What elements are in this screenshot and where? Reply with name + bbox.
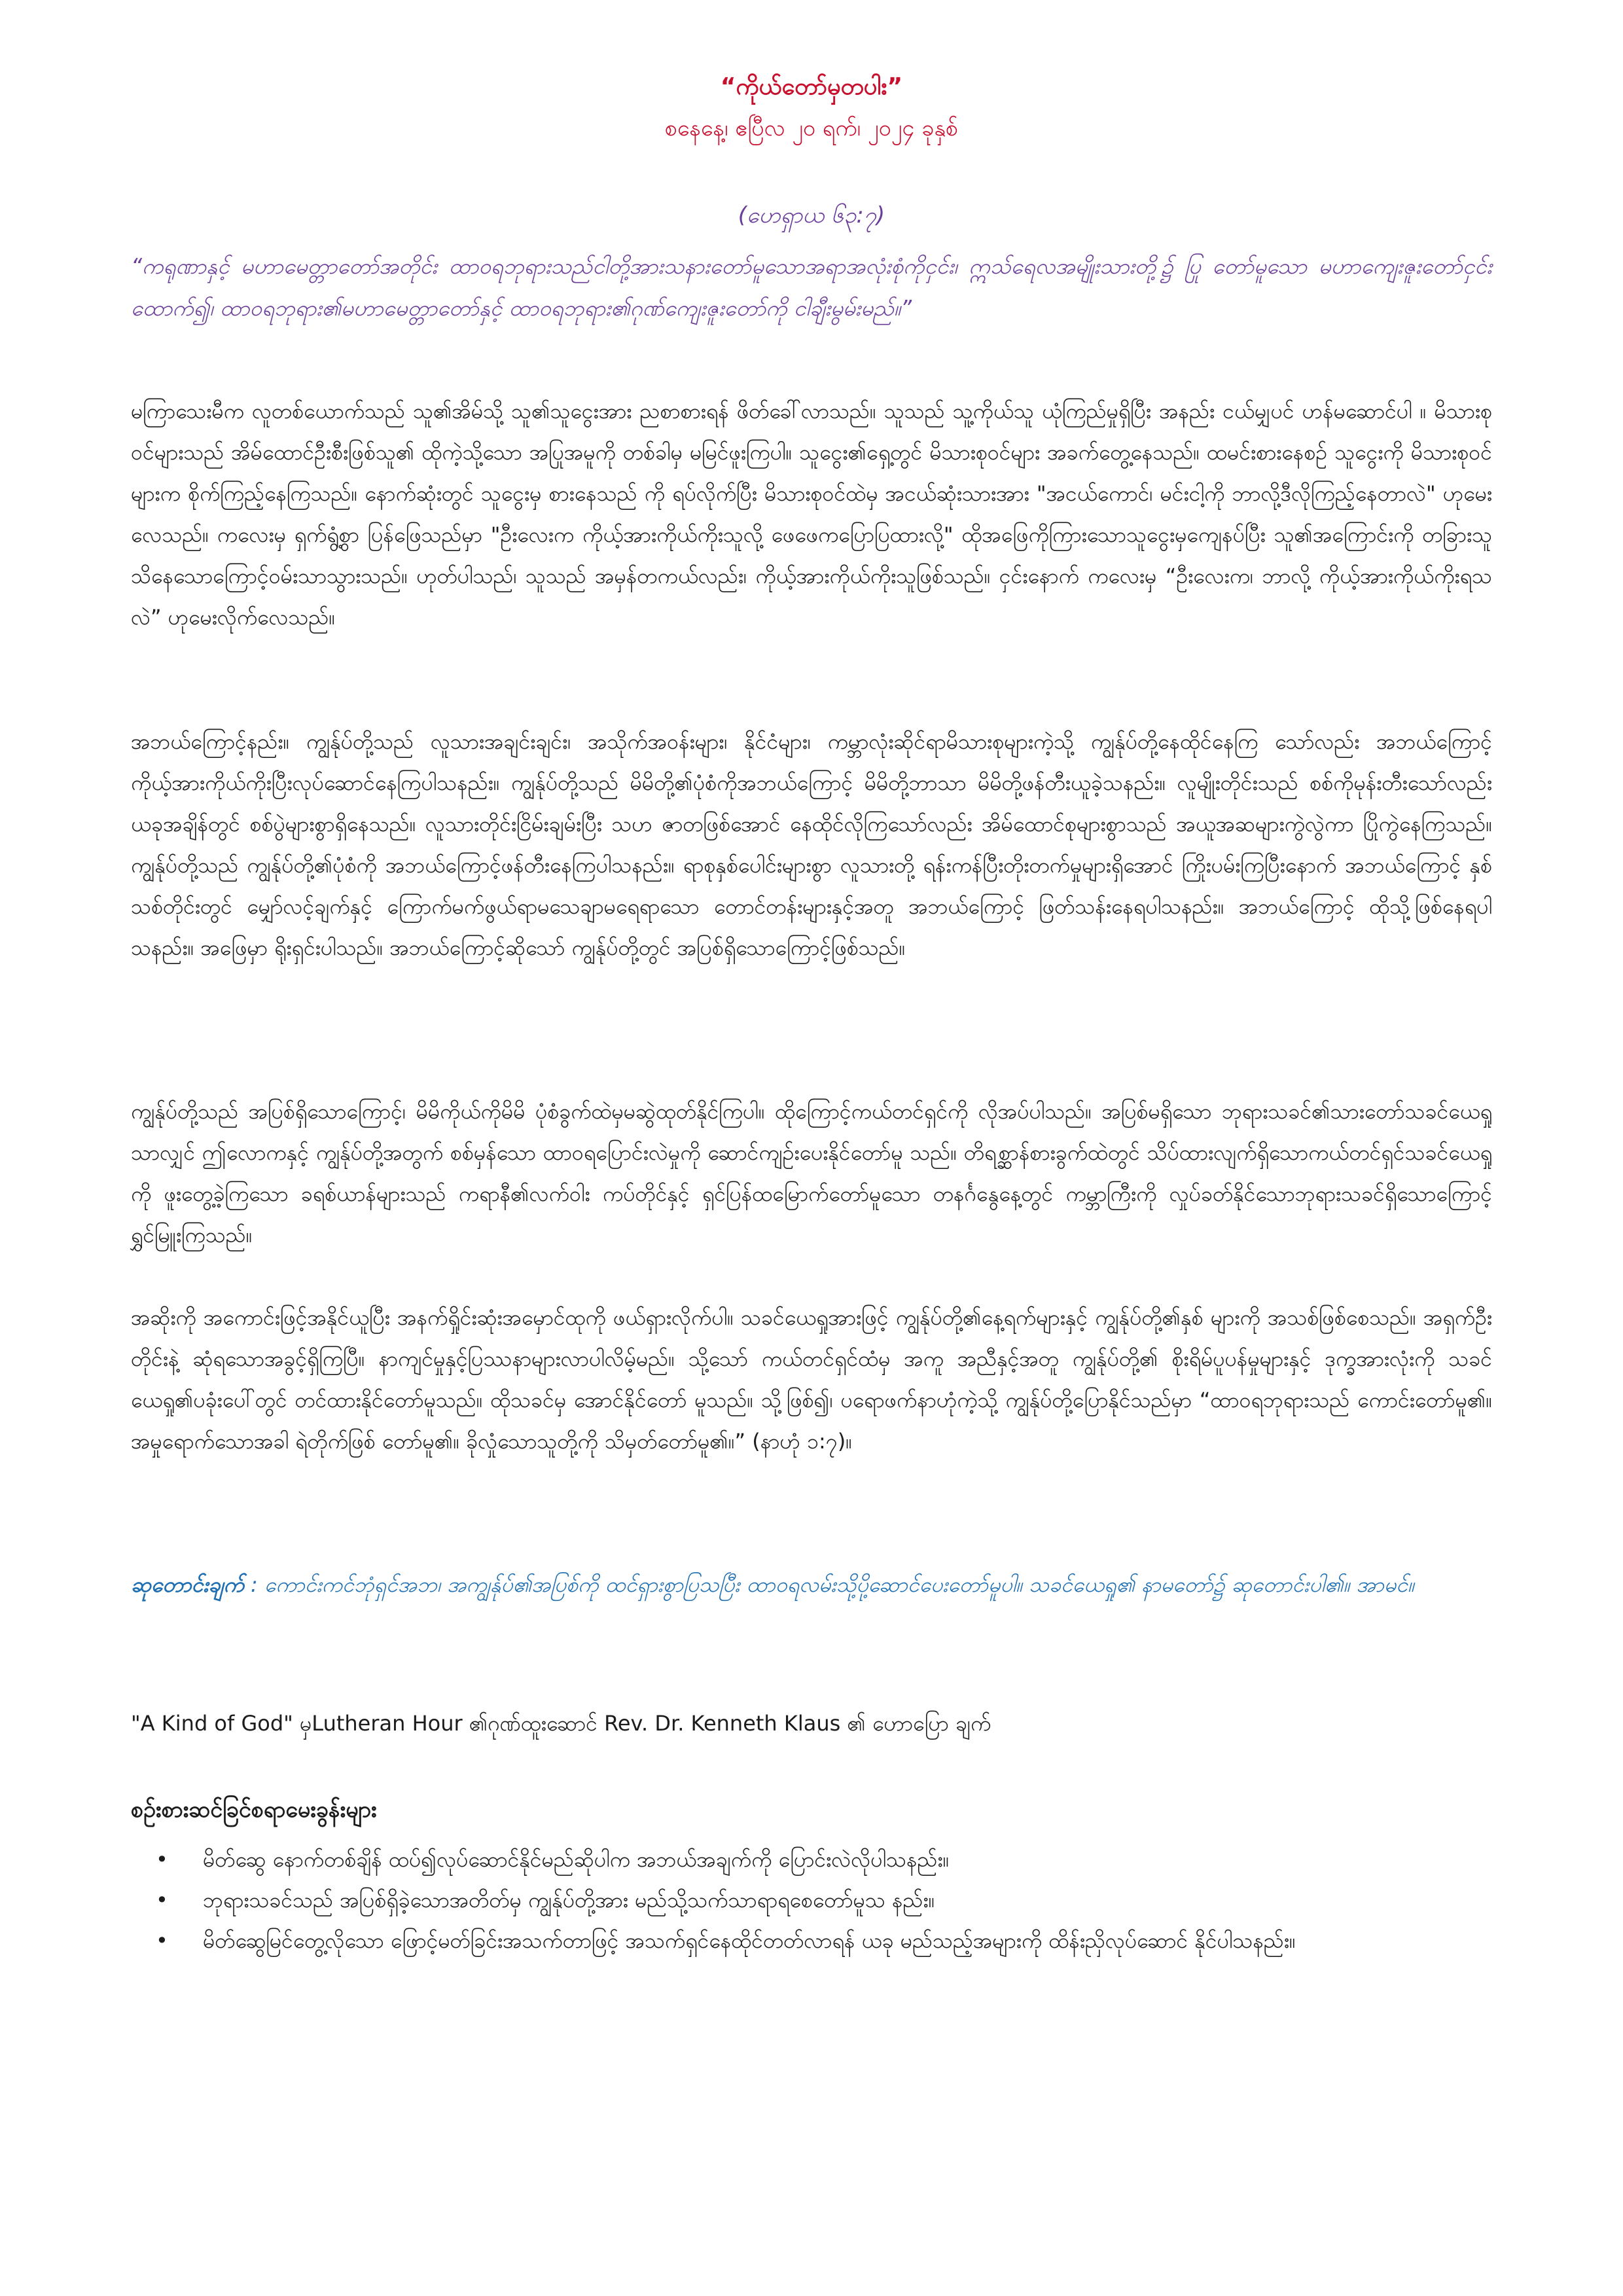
question-item — [131, 1880, 1492, 1920]
questions-heading: စဉ်းစားဆင်ခြင်စရာမေးခွန်းများ — [131, 1797, 377, 1823]
body-paragraph-2: အဘယ်ကြောင့်နည်း။ ကျွန်ုပ်တို့သည် လူသားအချင်းချင်း၊ အသိုက်အဝန်းများ၊ နိုင်ငံများ၊ ကမ္ဘာလုံးဆိုင်ရာမိသားစုများကဲ့သို့ ကျွန်ုပ်တို့နေထိုင်နေကြ သော်လည်း အဘယ်ကြောင့် ကိုယ့်အားကိုယ်ကိုးပြီးလုပ်ဆောင်နေကြပါသနည်း။ ကျွန်ုပ်တို့သည် မိမိတို့၏ပုံစံကိုအဘယ်ကြောင့် မိမိတို့ဘာသာ မိမိတို့ဖန်တီးယူခဲ့သနည်း။ လူမျိုးတိုင်းသည် စစ်ကိုမုန်းတီးသော်လည်း ယခုအချိန်တွင် စစ်ပွဲများစွာရှိနေသည်။ လူသားတိုင်းငြိမ်းချမ်းပြီး သဟ ဇာတဖြစ်အောင် နေထိုင်လိုကြသော်လည်း အိမ်ထောင်စုများစွာသည် အယူအဆများကွဲလွဲကာ ပြိုကွဲနေကြသည်။ ကျွန်ုပ်တို့သည် ကျွန်ုပ်တို့၏ပုံစံကို အဘယ်ကြောင့်ဖန်တီးနေကြပါသနည်း။ ရာစုနှစ်ပေါင်းများစွာ လူသားတို့ ရန်းကန်ပြီးတိုးတက်မှုများရှိအောင် ကြိုးပမ်းကြပြီးနောက် အဘယ်ကြောင့် နှစ်သစ်တိုင်းတွင် မျှော်လင့်ချက်နှင့် ကြောက်မက်ဖွယ်ရာမသေချာမရေရာသော တောင်တန်းများနှင့်အတူ အဘယ်ကြောင့် ဖြတ်သန်းနေရပါသနည်း။ အဘယ်ကြောင့် ထိုသို့ဖြစ်နေရပါသနည်း။ အဖြေမှာ ရိုးရှင်းပါသည်။ အဘယ်ကြောင့်ဆိုသော် ကျွန်ုပ်တို့တွင် အပြစ်ရှိသောကြောင့်ဖြစ်သည်။ — [131, 729, 1492, 960]
scripture-reference: (ဟေရှာယ ၆၃:၇) — [738, 202, 885, 228]
questions-list — [131, 1839, 1492, 1961]
bullet-icon: • — [156, 1888, 168, 1912]
prayer-text: ကောင်းကင်ဘုံရှင်အဘ၊ အကျွန်ုပ်၏အပြစ်ကို ထင်ရှားစွာပြသပြီး ထာဝရလမ်းသို့ပို့ဆောင်ပေးတော်မူပါ။ သခင်ယေရှု၏ နာမတော်၌ ဆုတောင်းပါ၏။ အာမင်။ — [264, 1572, 1414, 1597]
bullet-icon: • — [156, 1847, 168, 1872]
question-text: မိတ်ဆွေ နောက်တစ်ချိန် ထပ်၍လုပ်ဆောင်နိုင်မည်ဆိုပါက အဘယ်အချက်ကို ပြောင်းလဲလိုပါသနည်း။ — [203, 1847, 950, 1872]
prayer-label: ဆုတောင်းချက် — [131, 1572, 244, 1597]
body-paragraph-4: အဆိုးကို အကောင်းဖြင့်အနိုင်ယူပြီး အနက်ရှိုင်းဆုံးအမှောင်ထုကို ဖယ်ရှားလိုက်ပါ။ သခင်ယေရှုအားဖြင့် ကျွန်ုပ်တို့၏နေ့ရက်များနှင့် ကျွန်ုပ်တို့၏နှစ် များကို အသစ်ဖြစ်စေသည်။ အရှက်ဦးတိုင်းနဲ့ ဆုံရသောအခွင့်ရှိကြပြီ။ နာကျင်မှုနှင့်ပြဿနာများလာပါလိမ့်မည်။ သို့သော် ကယ်တင်ရှင်ထံမှ အကူ အညီနှင့်အတူ ကျွန်ုပ်တို့၏ စိုးရိမ်ပူပန်မှုများနှင့် ဒုက္ခအားလုံးကို သခင်ယေရှု၏ပခုံးပေါ်တွင် တင်ထားနိုင်တော်မူသည်။ ထိုသခင်မှ အောင်နိုင်တော် မူသည်။ သို့ဖြစ်၍၊ ပရောဖက်နာဟုံကဲ့သို့ ကျွန်ုပ်တို့ပြောနိုင်သည်မှာ “ထာဝရဘုရားသည် ကောင်းတော်မူ၏။ အမှုရောက်သောအခါ ရဲတိုက်ဖြစ် တော်မူ၏။ ခိုလှုံသောသူတို့ကို သိမှတ်တော်မူ၏။” (နာဟုံ ၁:၇)။ — [131, 1305, 1492, 1454]
question-item — [131, 1839, 1492, 1880]
prayer-block — [131, 1564, 1492, 1605]
question-text: မိတ်ဆွေမြင်တွေ့လိုသော ဖြောင့်မတ်ခြင်းအသက်တာဖြင့် အသက်ရှင်နေထိုင်တတ်လာရန် ယခု မည်သည့်အများကို ထိန်းညှိလုပ်ဆောင် နိုင်ပါသနည်း။ — [203, 1928, 1296, 1953]
question-item — [131, 1920, 1492, 1961]
body-paragraph-3: ကျွန်ုပ်တို့သည် အပြစ်ရှိသောကြောင့်၊ မိမိကိုယ်ကိုမိမိ ပုံစံခွက်ထဲမှမဆွဲထုတ်နိုင်ကြပါ။ ထိုကြောင့်ကယ်တင်ရှင်ကို လိုအပ်ပါသည်။ အပြစ်မရှိသော ဘုရားသခင်၏သားတော်သခင်ယေရှုသာလျှင် ဤလောကနှင့် ကျွန်ုပ်တို့အတွက် စစ်မှန်သော ထာဝရပြောင်းလဲမှုကို ဆောင်ကျဉ်းပေးနိုင်တော်မူ သည်။ တိရစ္ဆာန်စားခွက်ထဲတွင် သိပ်ထားလျက်ရှိသောကယ်တင်ရှင်သခင်ယေရှုကို ဖူးတွေ့ခဲ့ကြသော ခရစ်ယာန်များသည် ကရာနီ၏လက်ဝါး ကပ်တိုင်နှင့် ရှင်ပြန်ထမြောက်တော်မူသော တနင်္ဂနွေနေ့တွင် ကမ္ဘာကြီးကို လှုပ်ခတ်နိုင်သောဘုရားသခင်ရှိသောကြောင့် ရွှင်မြူးကြသည်။ — [131, 1099, 1492, 1247]
devotion-title: “ကိုယ်တော်မှတပါး” — [720, 73, 903, 100]
bullet-icon: • — [156, 1928, 168, 1953]
devotion-date: စနေနေ့၊ ဧပြီလ ၂၀ ရက်၊ ၂၀၂၄ ခုနှစ် — [664, 115, 959, 141]
scripture-text: “ကရုဏာနှင့် မဟာမေတ္တာတော်အတိုင်း ထာဝရဘုရားသည်ငါတို့အားသနားတော်မူသောအရာအလုံးစုံကိုငှင်း၊ ဣသ်ရေလအမျိုးသားတို့၌ ပြု တော်မူသော မဟာကျေးဇူးတော်ငှင်း ထောက်၍၊ ထာဝရဘုရား၏မဟာမေတ္တာတော်နှင့် ထာဝရဘုရား၏ဂုဏ်ကျေးဇူးတော်ကို ငါချီးမွမ်းမည်။” — [131, 253, 1492, 321]
question-text: ဘုရားသခင်သည် အပြစ်ရှိခဲ့သောအတိတ်မှ ကျွန်ုပ်တို့အား မည်သို့သက်သာရာရစေတော်မူသ နည်း။ — [203, 1888, 935, 1912]
prayer-separator: : — [251, 1572, 258, 1597]
body-paragraph-1: မကြာသေးမီက လူတစ်ယောက်သည် သူ၏အိမ်သို့ သူ၏သူငွေးအား ညစာစားရန် ဖိတ်ခေါ်လာသည်။ သူသည် သူ့ကိုယ်သူ ယုံကြည်မှုရှိပြီး အနည်း ငယ်မျှပင် ဟန်မဆောင်ပါ ။ မိသားစုဝင်များသည် အိမ်ထောင်ဦးစီးဖြစ်သူ၏ ထိုကဲ့သို့သော အပြုအမူကို တစ်ခါမှ မမြင်ဖူးကြပါ။ သူငွေး၏ရှေ့တွင် မိသားစုဝင်များ အခက်တွေ့နေသည်။ ထမင်းစားနေစဉ် သူငွေးကို မိသားစုဝင်များက စိုက်ကြည့်နေကြသည်။ နောက်ဆုံးတွင် သူငွေးမှ စားနေသည် ကို ရပ်လိုက်ပြီး မိသားစုဝင်ထဲမှ အငယ်ဆုံးသားအား "အငယ်ကောင်၊ မင်းငါ့ကို ဘာလို့ဒီလိုကြည့်နေတာလဲ" ဟုမေးလေသည်။ ကလေးမှ ရှက်ရွံ့စွာ ပြန်ဖြေသည်မှာ "ဦးလေးက ကိုယ့်အားကိုယ်ကိုးသူလို့ ဖေဖေကပြောပြထားလို့" ထိုအဖြေကိုကြားသောသူငွေးမှကျေနပ်ပြီး သူ၏အကြောင်းကို တခြားသူသိနေသောကြောင့်ဝမ်းသာသွားသည်။ ဟုတ်ပါသည်၊ သူသည် အမှန်တကယ်လည်း၊ ကိုယ့်အားကိုယ်ကိုးသူဖြစ်သည်။ ငှင်းနောက် ကလေးမှ “ဦးလေးက၊ ဘာလို့ ကိုယ့်အားကိုယ်ကိုးရသလဲ” ဟုမေးလိုက်လေသည်။ — [131, 399, 1492, 630]
sermon-credit: "A Kind of God" မှLutheran Hour ၏ဂုဏ်ထူးဆောင် Rev. Dr. Kenneth Klaus ၏ ဟောပြော ချက် — [131, 1711, 991, 1736]
